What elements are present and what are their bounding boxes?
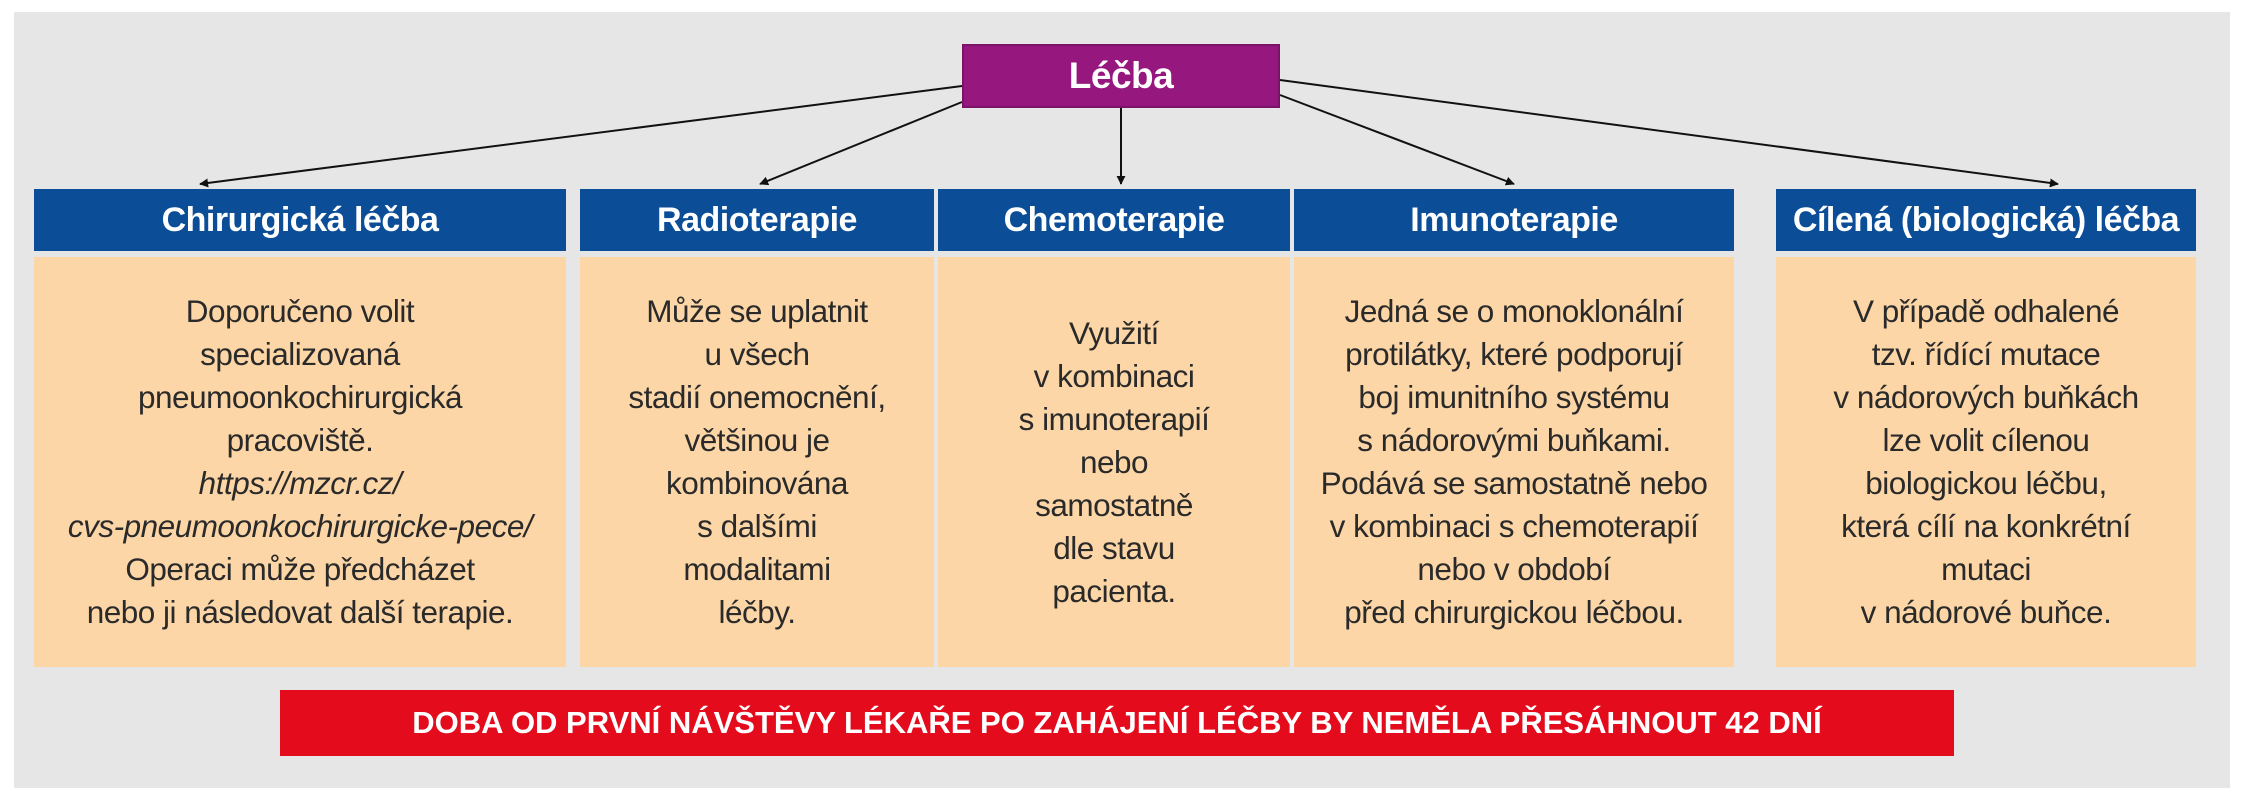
column-header: Chemoterapie xyxy=(938,189,1290,251)
body-text-line: Využití xyxy=(1069,314,1159,351)
body-text-line: pneumoonkochirurgická xyxy=(138,379,462,415)
body-text-line: protilátky, které podporují xyxy=(1345,336,1683,372)
column-header: Chirurgická léčba xyxy=(34,189,566,251)
body-text-line: biologickou léčbu, xyxy=(1865,465,2107,501)
body-text-line: V případě odhalené xyxy=(1853,293,2119,329)
body-text-line: stadií onemocnění, xyxy=(628,379,886,415)
deadline-banner: DOBA OD PRVNÍ NÁVŠTĚVY LÉKAŘE PO ZAHÁJENÍ LÉČBY BY NEMĚLA PŘESÁHNOUT 42 DNÍ xyxy=(280,690,1954,756)
body-text-line: cvs-pneumoonkochirurgicke-pece/ xyxy=(67,508,533,544)
body-text-line: mutaci xyxy=(1941,551,2031,587)
body-text-line: modalitami xyxy=(683,551,831,587)
body-text-line: Může se uplatnit xyxy=(646,293,868,329)
body-text-line: specializovaná xyxy=(200,336,400,372)
column-chemotherapy xyxy=(938,189,1290,609)
body-text-line: Operaci může předcházet xyxy=(125,551,475,587)
column-surgery xyxy=(34,189,566,630)
column-radiotherapy xyxy=(580,189,934,630)
body-text-line: pracoviště. xyxy=(226,422,374,458)
body-text-line: v nádorové buňce. xyxy=(1860,594,2112,630)
body-text-line: s imunoterapií xyxy=(1018,400,1210,437)
arrow-to-targeted xyxy=(1280,80,2058,184)
column-targeted xyxy=(1776,189,2196,630)
body-text-line: tzv. řídící mutace xyxy=(1871,336,2101,372)
column-body xyxy=(34,257,566,667)
body-text-line: v kombinaci s chemoterapií xyxy=(1329,508,1699,544)
column-body xyxy=(1776,257,2196,667)
body-text-line: pacienta. xyxy=(1052,572,1176,609)
arrow-to-immunotherapy xyxy=(1280,95,1514,184)
body-text-line: Podává se samostatně nebo xyxy=(1320,465,1708,501)
body-text-line: dle stavu xyxy=(1053,529,1175,566)
body-text-line: lze volit cílenou xyxy=(1882,422,2090,458)
body-text-line: Jedná se o monoklonální xyxy=(1344,293,1684,329)
column-body xyxy=(938,257,1290,667)
body-text-line: nebo v období xyxy=(1417,551,1611,587)
body-text-line: samostatně xyxy=(1035,486,1193,523)
body-text-line: s dalšími xyxy=(697,508,817,544)
body-text-line: v kombinaci xyxy=(1033,357,1195,394)
body-text-line: s nádorovými buňkami. xyxy=(1357,422,1671,458)
body-text-line: která cílí na konkrétní xyxy=(1841,508,2131,544)
body-text-line: nebo ji následovat další terapie. xyxy=(86,594,514,630)
root-node-treatment: Léčba xyxy=(962,44,1280,108)
column-header: Imunoterapie xyxy=(1294,189,1734,251)
column-body xyxy=(580,257,934,667)
column-header: Cílená (biologická) léčba xyxy=(1776,189,2196,251)
body-text-line: léčby. xyxy=(718,594,796,630)
body-text-line: https://mzcr.cz/ xyxy=(198,465,402,501)
body-text-line: nebo xyxy=(1079,443,1149,480)
body-text-line: před chirurgickou léčbou. xyxy=(1344,594,1684,630)
body-text-line: boj imunitního systému xyxy=(1358,379,1670,415)
column-header: Radioterapie xyxy=(580,189,934,251)
body-text-line: většinou je xyxy=(684,422,830,458)
body-text-line: Doporučeno volit xyxy=(185,293,415,329)
arrow-to-surgery xyxy=(200,86,962,184)
column-immunotherapy xyxy=(1294,189,1734,630)
arrow-to-radiotherapy xyxy=(760,102,962,184)
column-body xyxy=(1294,257,1734,667)
body-text-line: v nádorových buňkách xyxy=(1833,379,2139,415)
body-text-line: u všech xyxy=(704,336,810,372)
body-text-line: kombinována xyxy=(666,465,848,501)
